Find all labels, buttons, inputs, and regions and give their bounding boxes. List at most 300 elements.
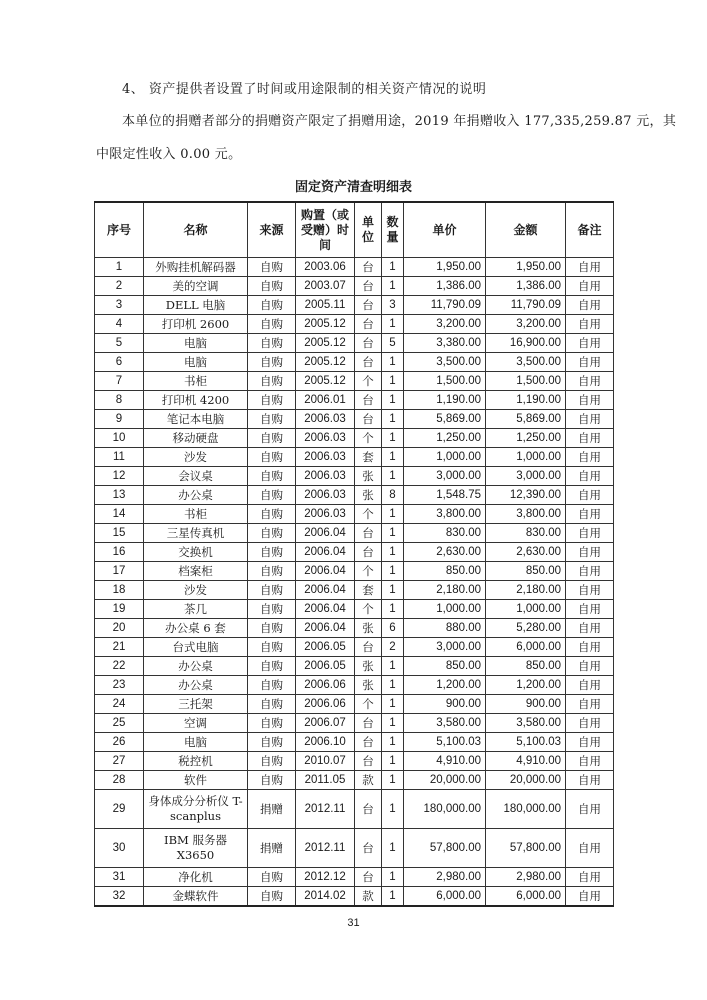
cell-remark: 自用 xyxy=(566,733,614,752)
cell-index: 7 xyxy=(95,372,144,391)
cell-name: 办公桌 xyxy=(144,676,248,695)
paragraph-line-1: 本单位的捐赠者部分的捐赠资产限定了捐赠用途，2019 年捐赠收入 177,335,259.87 元，其 xyxy=(122,114,677,129)
cell-unit: 款 xyxy=(355,771,382,790)
cell-name: 电脑 xyxy=(144,334,248,353)
cell-amount: 4,910.00 xyxy=(486,752,566,771)
cell-remark: 自用 xyxy=(566,887,614,907)
cell-index: 18 xyxy=(95,581,144,600)
cell-remark: 自用 xyxy=(566,790,614,829)
cell-remark: 自用 xyxy=(566,296,614,315)
cell-unit-price: 6,000.00 xyxy=(404,887,486,907)
cell-source: 自购 xyxy=(248,714,296,733)
cell-name: 档案柜 xyxy=(144,562,248,581)
cell-date: 2006.03 xyxy=(296,486,355,505)
cell-index: 3 xyxy=(95,296,144,315)
table-title: 固定资产清查明细表 xyxy=(294,180,412,195)
cell-unit-price: 3,000.00 xyxy=(404,467,486,486)
cell-amount: 1,250.00 xyxy=(486,429,566,448)
cell-remark: 自用 xyxy=(566,714,614,733)
cell-quantity: 1 xyxy=(382,258,404,277)
cell-amount: 6,000.00 xyxy=(486,887,566,907)
cell-quantity: 1 xyxy=(382,543,404,562)
cell-date: 2006.05 xyxy=(296,657,355,676)
cell-index: 20 xyxy=(95,619,144,638)
cell-remark: 自用 xyxy=(566,315,614,334)
table-row xyxy=(95,790,614,829)
cell-name: 身体成分分析仪 T-scanplus xyxy=(144,790,248,829)
cell-source: 自购 xyxy=(248,868,296,887)
cell-remark: 自用 xyxy=(566,524,614,543)
cell-index: 9 xyxy=(95,410,144,429)
cell-quantity: 1 xyxy=(382,524,404,543)
cell-name: 打印机 4200 xyxy=(144,391,248,410)
cell-unit-price: 3,580.00 xyxy=(404,714,486,733)
cell-source: 自购 xyxy=(248,600,296,619)
cell-remark: 自用 xyxy=(566,277,614,296)
cell-unit-price: 3,200.00 xyxy=(404,315,486,334)
cell-source: 自购 xyxy=(248,448,296,467)
table-row xyxy=(95,277,614,296)
table-row xyxy=(95,619,614,638)
cell-unit: 台 xyxy=(355,524,382,543)
col-header-index: 序号 xyxy=(95,202,144,258)
table-row xyxy=(95,353,614,372)
cell-quantity: 1 xyxy=(382,600,404,619)
cell-unit: 台 xyxy=(355,733,382,752)
cell-amount: 16,900.00 xyxy=(486,334,566,353)
cell-unit: 台 xyxy=(355,752,382,771)
cell-remark: 自用 xyxy=(566,448,614,467)
table-row xyxy=(95,486,614,505)
cell-remark: 自用 xyxy=(566,543,614,562)
col-header-quantity: 数量 xyxy=(382,202,404,258)
table-row xyxy=(95,258,614,277)
table-row xyxy=(95,695,614,714)
cell-unit: 个 xyxy=(355,600,382,619)
cell-name: 沙发 xyxy=(144,448,248,467)
cell-date: 2006.03 xyxy=(296,410,355,429)
col-header-amount: 金额 xyxy=(486,202,566,258)
cell-unit: 台 xyxy=(355,353,382,372)
cell-unit: 台 xyxy=(355,258,382,277)
cell-unit: 台 xyxy=(355,410,382,429)
table-row xyxy=(95,887,614,907)
cell-unit-price: 5,100.03 xyxy=(404,733,486,752)
table-row xyxy=(95,524,614,543)
cell-source: 捐赠 xyxy=(248,829,296,868)
cell-name: 金蝶软件 xyxy=(144,887,248,907)
cell-source: 自购 xyxy=(248,733,296,752)
table-row xyxy=(95,771,614,790)
cell-date: 2014.02 xyxy=(296,887,355,907)
cell-unit: 张 xyxy=(355,619,382,638)
cell-unit: 台 xyxy=(355,315,382,334)
cell-date: 2012.12 xyxy=(296,868,355,887)
cell-source: 自购 xyxy=(248,752,296,771)
cell-index: 4 xyxy=(95,315,144,334)
cell-remark: 自用 xyxy=(566,600,614,619)
cell-name: 三星传真机 xyxy=(144,524,248,543)
cell-unit-price: 2,980.00 xyxy=(404,868,486,887)
table-row xyxy=(95,543,614,562)
cell-unit: 台 xyxy=(355,714,382,733)
table-header-row xyxy=(95,202,614,258)
cell-quantity: 1 xyxy=(382,505,404,524)
cell-unit-price: 880.00 xyxy=(404,619,486,638)
cell-source: 自购 xyxy=(248,372,296,391)
cell-index: 23 xyxy=(95,676,144,695)
cell-unit: 套 xyxy=(355,581,382,600)
cell-source: 自购 xyxy=(248,505,296,524)
table-row xyxy=(95,372,614,391)
cell-date: 2006.03 xyxy=(296,448,355,467)
cell-source: 自购 xyxy=(248,353,296,372)
cell-source: 自购 xyxy=(248,524,296,543)
cell-name: 电脑 xyxy=(144,353,248,372)
cell-amount: 1,200.00 xyxy=(486,676,566,695)
table-row xyxy=(95,714,614,733)
cell-remark: 自用 xyxy=(566,676,614,695)
cell-source: 自购 xyxy=(248,486,296,505)
cell-source: 自购 xyxy=(248,619,296,638)
cell-source: 自购 xyxy=(248,277,296,296)
cell-amount: 2,630.00 xyxy=(486,543,566,562)
cell-remark: 自用 xyxy=(566,752,614,771)
cell-remark: 自用 xyxy=(566,505,614,524)
cell-source: 自购 xyxy=(248,581,296,600)
cell-source: 自购 xyxy=(248,391,296,410)
cell-unit-price: 5,869.00 xyxy=(404,410,486,429)
cell-quantity: 1 xyxy=(382,790,404,829)
cell-remark: 自用 xyxy=(566,657,614,676)
cell-quantity: 8 xyxy=(382,486,404,505)
cell-quantity: 3 xyxy=(382,296,404,315)
cell-amount: 3,200.00 xyxy=(486,315,566,334)
cell-quantity: 1 xyxy=(382,829,404,868)
cell-remark: 自用 xyxy=(566,771,614,790)
cell-index: 12 xyxy=(95,467,144,486)
cell-quantity: 1 xyxy=(382,467,404,486)
cell-index: 10 xyxy=(95,429,144,448)
cell-name: 净化机 xyxy=(144,868,248,887)
cell-date: 2006.10 xyxy=(296,733,355,752)
cell-unit-price: 1,950.00 xyxy=(404,258,486,277)
cell-unit-price: 1,200.00 xyxy=(404,676,486,695)
cell-unit: 个 xyxy=(355,562,382,581)
cell-index: 29 xyxy=(95,790,144,829)
cell-unit: 台 xyxy=(355,790,382,829)
cell-remark: 自用 xyxy=(566,467,614,486)
cell-quantity: 1 xyxy=(382,353,404,372)
cell-source: 自购 xyxy=(248,771,296,790)
cell-date: 2006.03 xyxy=(296,505,355,524)
cell-unit-price: 1,500.00 xyxy=(404,372,486,391)
cell-amount: 850.00 xyxy=(486,562,566,581)
cell-date: 2003.07 xyxy=(296,277,355,296)
table-body xyxy=(95,258,614,907)
cell-date: 2012.11 xyxy=(296,790,355,829)
cell-date: 2006.07 xyxy=(296,714,355,733)
cell-unit-price: 1,000.00 xyxy=(404,600,486,619)
cell-amount: 3,000.00 xyxy=(486,467,566,486)
cell-unit: 台 xyxy=(355,334,382,353)
cell-name: DELL 电脑 xyxy=(144,296,248,315)
cell-index: 26 xyxy=(95,733,144,752)
cell-quantity: 5 xyxy=(382,334,404,353)
cell-amount: 850.00 xyxy=(486,657,566,676)
cell-quantity: 1 xyxy=(382,676,404,695)
cell-source: 自购 xyxy=(248,657,296,676)
cell-quantity: 6 xyxy=(382,619,404,638)
cell-remark: 自用 xyxy=(566,410,614,429)
cell-unit-price: 4,910.00 xyxy=(404,752,486,771)
cell-date: 2006.04 xyxy=(296,524,355,543)
cell-unit-price: 2,180.00 xyxy=(404,581,486,600)
table-row xyxy=(95,562,614,581)
cell-source: 自购 xyxy=(248,676,296,695)
cell-name: 会议桌 xyxy=(144,467,248,486)
cell-unit: 个 xyxy=(355,505,382,524)
cell-name: 办公桌 xyxy=(144,657,248,676)
table-row xyxy=(95,391,614,410)
cell-unit-price: 850.00 xyxy=(404,562,486,581)
cell-source: 自购 xyxy=(248,562,296,581)
cell-unit-price: 20,000.00 xyxy=(404,771,486,790)
cell-remark: 自用 xyxy=(566,372,614,391)
col-header-remark: 备注 xyxy=(566,202,614,258)
cell-name: 茶几 xyxy=(144,600,248,619)
cell-date: 2010.07 xyxy=(296,752,355,771)
cell-quantity: 1 xyxy=(382,277,404,296)
cell-unit: 台 xyxy=(355,638,382,657)
cell-unit-price: 3,380.00 xyxy=(404,334,486,353)
cell-name: 办公桌 xyxy=(144,486,248,505)
cell-quantity: 1 xyxy=(382,372,404,391)
cell-unit: 款 xyxy=(355,887,382,907)
cell-name: 办公桌 6 套 xyxy=(144,619,248,638)
table-row xyxy=(95,429,614,448)
cell-source: 自购 xyxy=(248,296,296,315)
cell-quantity: 1 xyxy=(382,868,404,887)
cell-name: 三托架 xyxy=(144,695,248,714)
cell-amount: 900.00 xyxy=(486,695,566,714)
cell-quantity: 1 xyxy=(382,733,404,752)
cell-index: 13 xyxy=(95,486,144,505)
cell-remark: 自用 xyxy=(566,695,614,714)
cell-unit-price: 1,250.00 xyxy=(404,429,486,448)
cell-unit-price: 2,630.00 xyxy=(404,543,486,562)
cell-date: 2006.04 xyxy=(296,543,355,562)
cell-index: 22 xyxy=(95,657,144,676)
cell-source: 自购 xyxy=(248,410,296,429)
cell-remark: 自用 xyxy=(566,486,614,505)
cell-unit: 台 xyxy=(355,296,382,315)
cell-unit: 张 xyxy=(355,657,382,676)
cell-index: 19 xyxy=(95,600,144,619)
cell-source: 自购 xyxy=(248,429,296,448)
cell-name: 电脑 xyxy=(144,733,248,752)
table-row xyxy=(95,448,614,467)
cell-name: 移动硬盘 xyxy=(144,429,248,448)
cell-date: 2006.06 xyxy=(296,676,355,695)
cell-name: 台式电脑 xyxy=(144,638,248,657)
table-row xyxy=(95,296,614,315)
cell-remark: 自用 xyxy=(566,429,614,448)
cell-unit-price: 3,500.00 xyxy=(404,353,486,372)
cell-name: 书柜 xyxy=(144,372,248,391)
cell-index: 11 xyxy=(95,448,144,467)
cell-date: 2006.06 xyxy=(296,695,355,714)
cell-unit: 台 xyxy=(355,543,382,562)
cell-quantity: 1 xyxy=(382,562,404,581)
cell-remark: 自用 xyxy=(566,391,614,410)
cell-name: 书柜 xyxy=(144,505,248,524)
cell-index: 2 xyxy=(95,277,144,296)
cell-unit-price: 3,800.00 xyxy=(404,505,486,524)
cell-unit: 台 xyxy=(355,277,382,296)
cell-unit: 张 xyxy=(355,467,382,486)
section-heading: 4、 资产提供者设置了时间或用途限制的相关资产情况的说明 xyxy=(122,82,487,97)
cell-index: 5 xyxy=(95,334,144,353)
cell-source: 自购 xyxy=(248,334,296,353)
cell-index: 31 xyxy=(95,868,144,887)
cell-remark: 自用 xyxy=(566,829,614,868)
cell-date: 2012.11 xyxy=(296,829,355,868)
cell-quantity: 1 xyxy=(382,752,404,771)
cell-remark: 自用 xyxy=(566,258,614,277)
cell-unit-price: 1,000.00 xyxy=(404,448,486,467)
cell-amount: 2,980.00 xyxy=(486,868,566,887)
cell-quantity: 1 xyxy=(382,410,404,429)
cell-quantity: 1 xyxy=(382,391,404,410)
cell-date: 2006.04 xyxy=(296,619,355,638)
cell-name: IBM 服务器 X3650 xyxy=(144,829,248,868)
cell-date: 2006.03 xyxy=(296,467,355,486)
table-row xyxy=(95,638,614,657)
cell-date: 2011.05 xyxy=(296,771,355,790)
cell-amount: 5,100.03 xyxy=(486,733,566,752)
cell-amount: 1,950.00 xyxy=(486,258,566,277)
cell-remark: 自用 xyxy=(566,334,614,353)
cell-amount: 1,500.00 xyxy=(486,372,566,391)
table-row xyxy=(95,505,614,524)
cell-unit: 台 xyxy=(355,868,382,887)
table-row xyxy=(95,829,614,868)
cell-date: 2003.06 xyxy=(296,258,355,277)
cell-amount: 20,000.00 xyxy=(486,771,566,790)
cell-index: 24 xyxy=(95,695,144,714)
table-row xyxy=(95,868,614,887)
cell-amount: 5,280.00 xyxy=(486,619,566,638)
cell-index: 27 xyxy=(95,752,144,771)
cell-source: 自购 xyxy=(248,467,296,486)
cell-name: 沙发 xyxy=(144,581,248,600)
cell-index: 21 xyxy=(95,638,144,657)
cell-unit-price: 3,000.00 xyxy=(404,638,486,657)
cell-amount: 57,800.00 xyxy=(486,829,566,868)
cell-unit: 个 xyxy=(355,429,382,448)
cell-quantity: 1 xyxy=(382,448,404,467)
cell-amount: 1,000.00 xyxy=(486,448,566,467)
table-row xyxy=(95,410,614,429)
cell-unit: 台 xyxy=(355,829,382,868)
cell-amount: 3,580.00 xyxy=(486,714,566,733)
cell-amount: 3,800.00 xyxy=(486,505,566,524)
cell-amount: 3,500.00 xyxy=(486,353,566,372)
cell-source: 自购 xyxy=(248,258,296,277)
cell-unit-price: 850.00 xyxy=(404,657,486,676)
cell-amount: 11,790.09 xyxy=(486,296,566,315)
cell-source: 捐赠 xyxy=(248,790,296,829)
table-row xyxy=(95,315,614,334)
cell-index: 17 xyxy=(95,562,144,581)
cell-index: 14 xyxy=(95,505,144,524)
cell-unit-price: 830.00 xyxy=(404,524,486,543)
cell-name: 打印机 2600 xyxy=(144,315,248,334)
cell-source: 自购 xyxy=(248,543,296,562)
cell-name: 税控机 xyxy=(144,752,248,771)
table-row xyxy=(95,334,614,353)
cell-amount: 830.00 xyxy=(486,524,566,543)
cell-amount: 1,386.00 xyxy=(486,277,566,296)
cell-quantity: 1 xyxy=(382,315,404,334)
cell-index: 25 xyxy=(95,714,144,733)
cell-unit: 套 xyxy=(355,448,382,467)
cell-amount: 180,000.00 xyxy=(486,790,566,829)
cell-unit-price: 11,790.09 xyxy=(404,296,486,315)
cell-amount: 6,000.00 xyxy=(486,638,566,657)
cell-date: 2005.12 xyxy=(296,353,355,372)
cell-quantity: 1 xyxy=(382,771,404,790)
cell-unit-price: 1,386.00 xyxy=(404,277,486,296)
cell-quantity: 1 xyxy=(382,695,404,714)
cell-date: 2006.04 xyxy=(296,600,355,619)
cell-name: 笔记本电脑 xyxy=(144,410,248,429)
cell-amount: 12,390.00 xyxy=(486,486,566,505)
cell-date: 2006.04 xyxy=(296,581,355,600)
cell-source: 自购 xyxy=(248,887,296,907)
cell-remark: 自用 xyxy=(566,638,614,657)
table-row xyxy=(95,752,614,771)
cell-unit-price: 1,548.75 xyxy=(404,486,486,505)
cell-name: 外购挂机解码器 xyxy=(144,258,248,277)
cell-date: 2005.11 xyxy=(296,296,355,315)
cell-remark: 自用 xyxy=(566,562,614,581)
page-number: 31 xyxy=(347,917,360,929)
cell-remark: 自用 xyxy=(566,619,614,638)
cell-date: 2006.01 xyxy=(296,391,355,410)
cell-date: 2006.05 xyxy=(296,638,355,657)
table-row xyxy=(95,600,614,619)
table-row xyxy=(95,676,614,695)
cell-date: 2006.03 xyxy=(296,429,355,448)
cell-unit-price: 57,800.00 xyxy=(404,829,486,868)
col-header-name: 名称 xyxy=(144,202,248,258)
table-row xyxy=(95,467,614,486)
cell-unit-price: 1,190.00 xyxy=(404,391,486,410)
cell-unit-price: 180,000.00 xyxy=(404,790,486,829)
table-row xyxy=(95,657,614,676)
cell-remark: 自用 xyxy=(566,581,614,600)
cell-unit: 个 xyxy=(355,695,382,714)
cell-date: 2005.12 xyxy=(296,315,355,334)
cell-unit: 台 xyxy=(355,391,382,410)
cell-index: 8 xyxy=(95,391,144,410)
cell-quantity: 1 xyxy=(382,581,404,600)
paragraph-line-2: 中限定性收入 0.00 元。 xyxy=(96,147,242,162)
col-header-date: 购置（或受赠）时间 xyxy=(296,202,355,258)
cell-quantity: 1 xyxy=(382,887,404,907)
